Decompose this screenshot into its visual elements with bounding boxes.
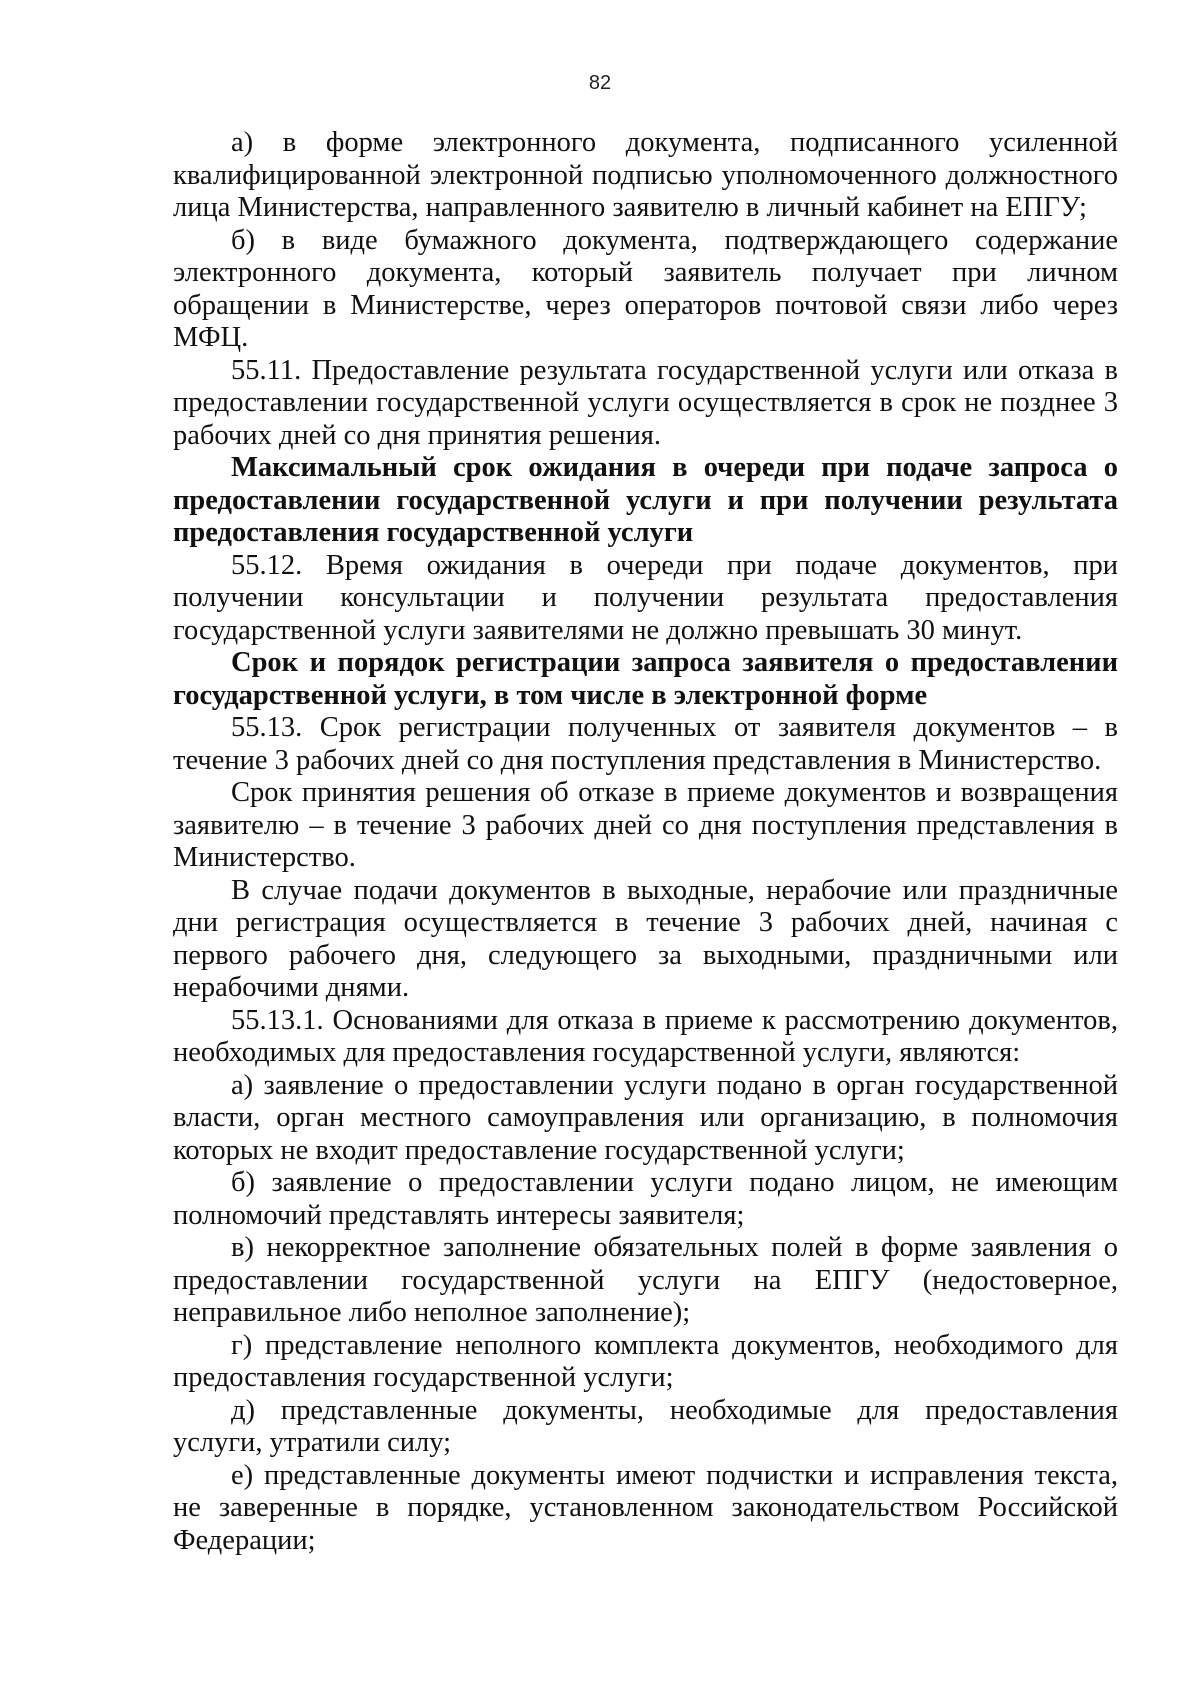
- paragraph: е) представленные документы имеют подчистки и исправления текста, не заверенные в порядке, установленном законодательством Российской Федерации;: [173, 1459, 1118, 1556]
- paragraph: б) в виде бумажного документа, подтверждающего содержание электронного документа, который заявитель получает при личном обращении в Министерстве, через операторов почтовой связи либо через МФЦ.: [173, 224, 1118, 353]
- page-number: 82: [588, 72, 612, 94]
- paragraph: а) заявление о предоставлении услуги подано в орган государственной власти, орган местного самоуправления или организацию, в полномочия которых не входит предоставление государственной услуги;: [173, 1069, 1118, 1166]
- paragraph: Срок принятия решения об отказе в приеме документов и возвращения заявителю – в течение 3 рабочих дней со дня поступления представления в Министерство.: [173, 777, 1118, 873]
- paragraph: б) заявление о предоставлении услуги подано лицом, не имеющим полномочий представлять интересы заявителя;: [173, 1167, 1118, 1231]
- paragraph: В случае подачи документов в выходные, нерабочие или праздничные дни регистрация осуществляется в течение 3 рабочих дней, начиная с первого рабочего дня, следующего за выходными, праздничными или нерабочими днями.: [173, 874, 1118, 1003]
- document-body: [173, 127, 1118, 1557]
- paragraph: в) некорректное заполнение обязательных полей в форме заявления о предоставлении государственной услуги на ЕПГУ (недостоверное, неправильное либо неполное заполнение);: [173, 1232, 1118, 1328]
- section-heading: Срок и порядок регистрации запроса заявителя о предоставлении государственной услуги, в том числе в электронной форме: [173, 647, 1118, 711]
- paragraph: 55.11. Предоставление результата государственной услуги или отказа в предоставлении государственной услуги осуществляется в срок не позднее 3 рабочих дней со дня принятия решения.: [173, 354, 1118, 451]
- paragraph: 55.13. Срок регистрации полученных от заявителя документов – в течение 3 рабочих дней со дня поступления представления в Министерство.: [173, 712, 1118, 776]
- paragraph: а) в форме электронного документа, подписанного усиленной квалифицированной электронной подписью уполномоченного должностного лица Министерства, направленного заявителю в личный кабинет на ЕПГУ;: [173, 127, 1118, 223]
- paragraph: 55.13.1. Основаниями для отказа в приеме к рассмотрению документов, необходимых для предоставления государственной услуги, являются:: [173, 1004, 1118, 1068]
- paragraph: 55.12. Время ожидания в очереди при подаче документов, при получении консультации и получении результата предоставления государственной услуги заявителями не должно превышать 30 минут.: [173, 549, 1118, 646]
- section-heading: Максимальный срок ожидания в очереди при подаче запроса о предоставлении государственной услуги и при получении результата предоставления государственной услуги: [173, 452, 1118, 548]
- paragraph: г) представление неполного комплекта документов, необходимого для предоставления государственной услуги;: [173, 1329, 1118, 1393]
- paragraph: д) представленные документы, необходимые для предоставления услуги, утратили силу;: [173, 1394, 1118, 1458]
